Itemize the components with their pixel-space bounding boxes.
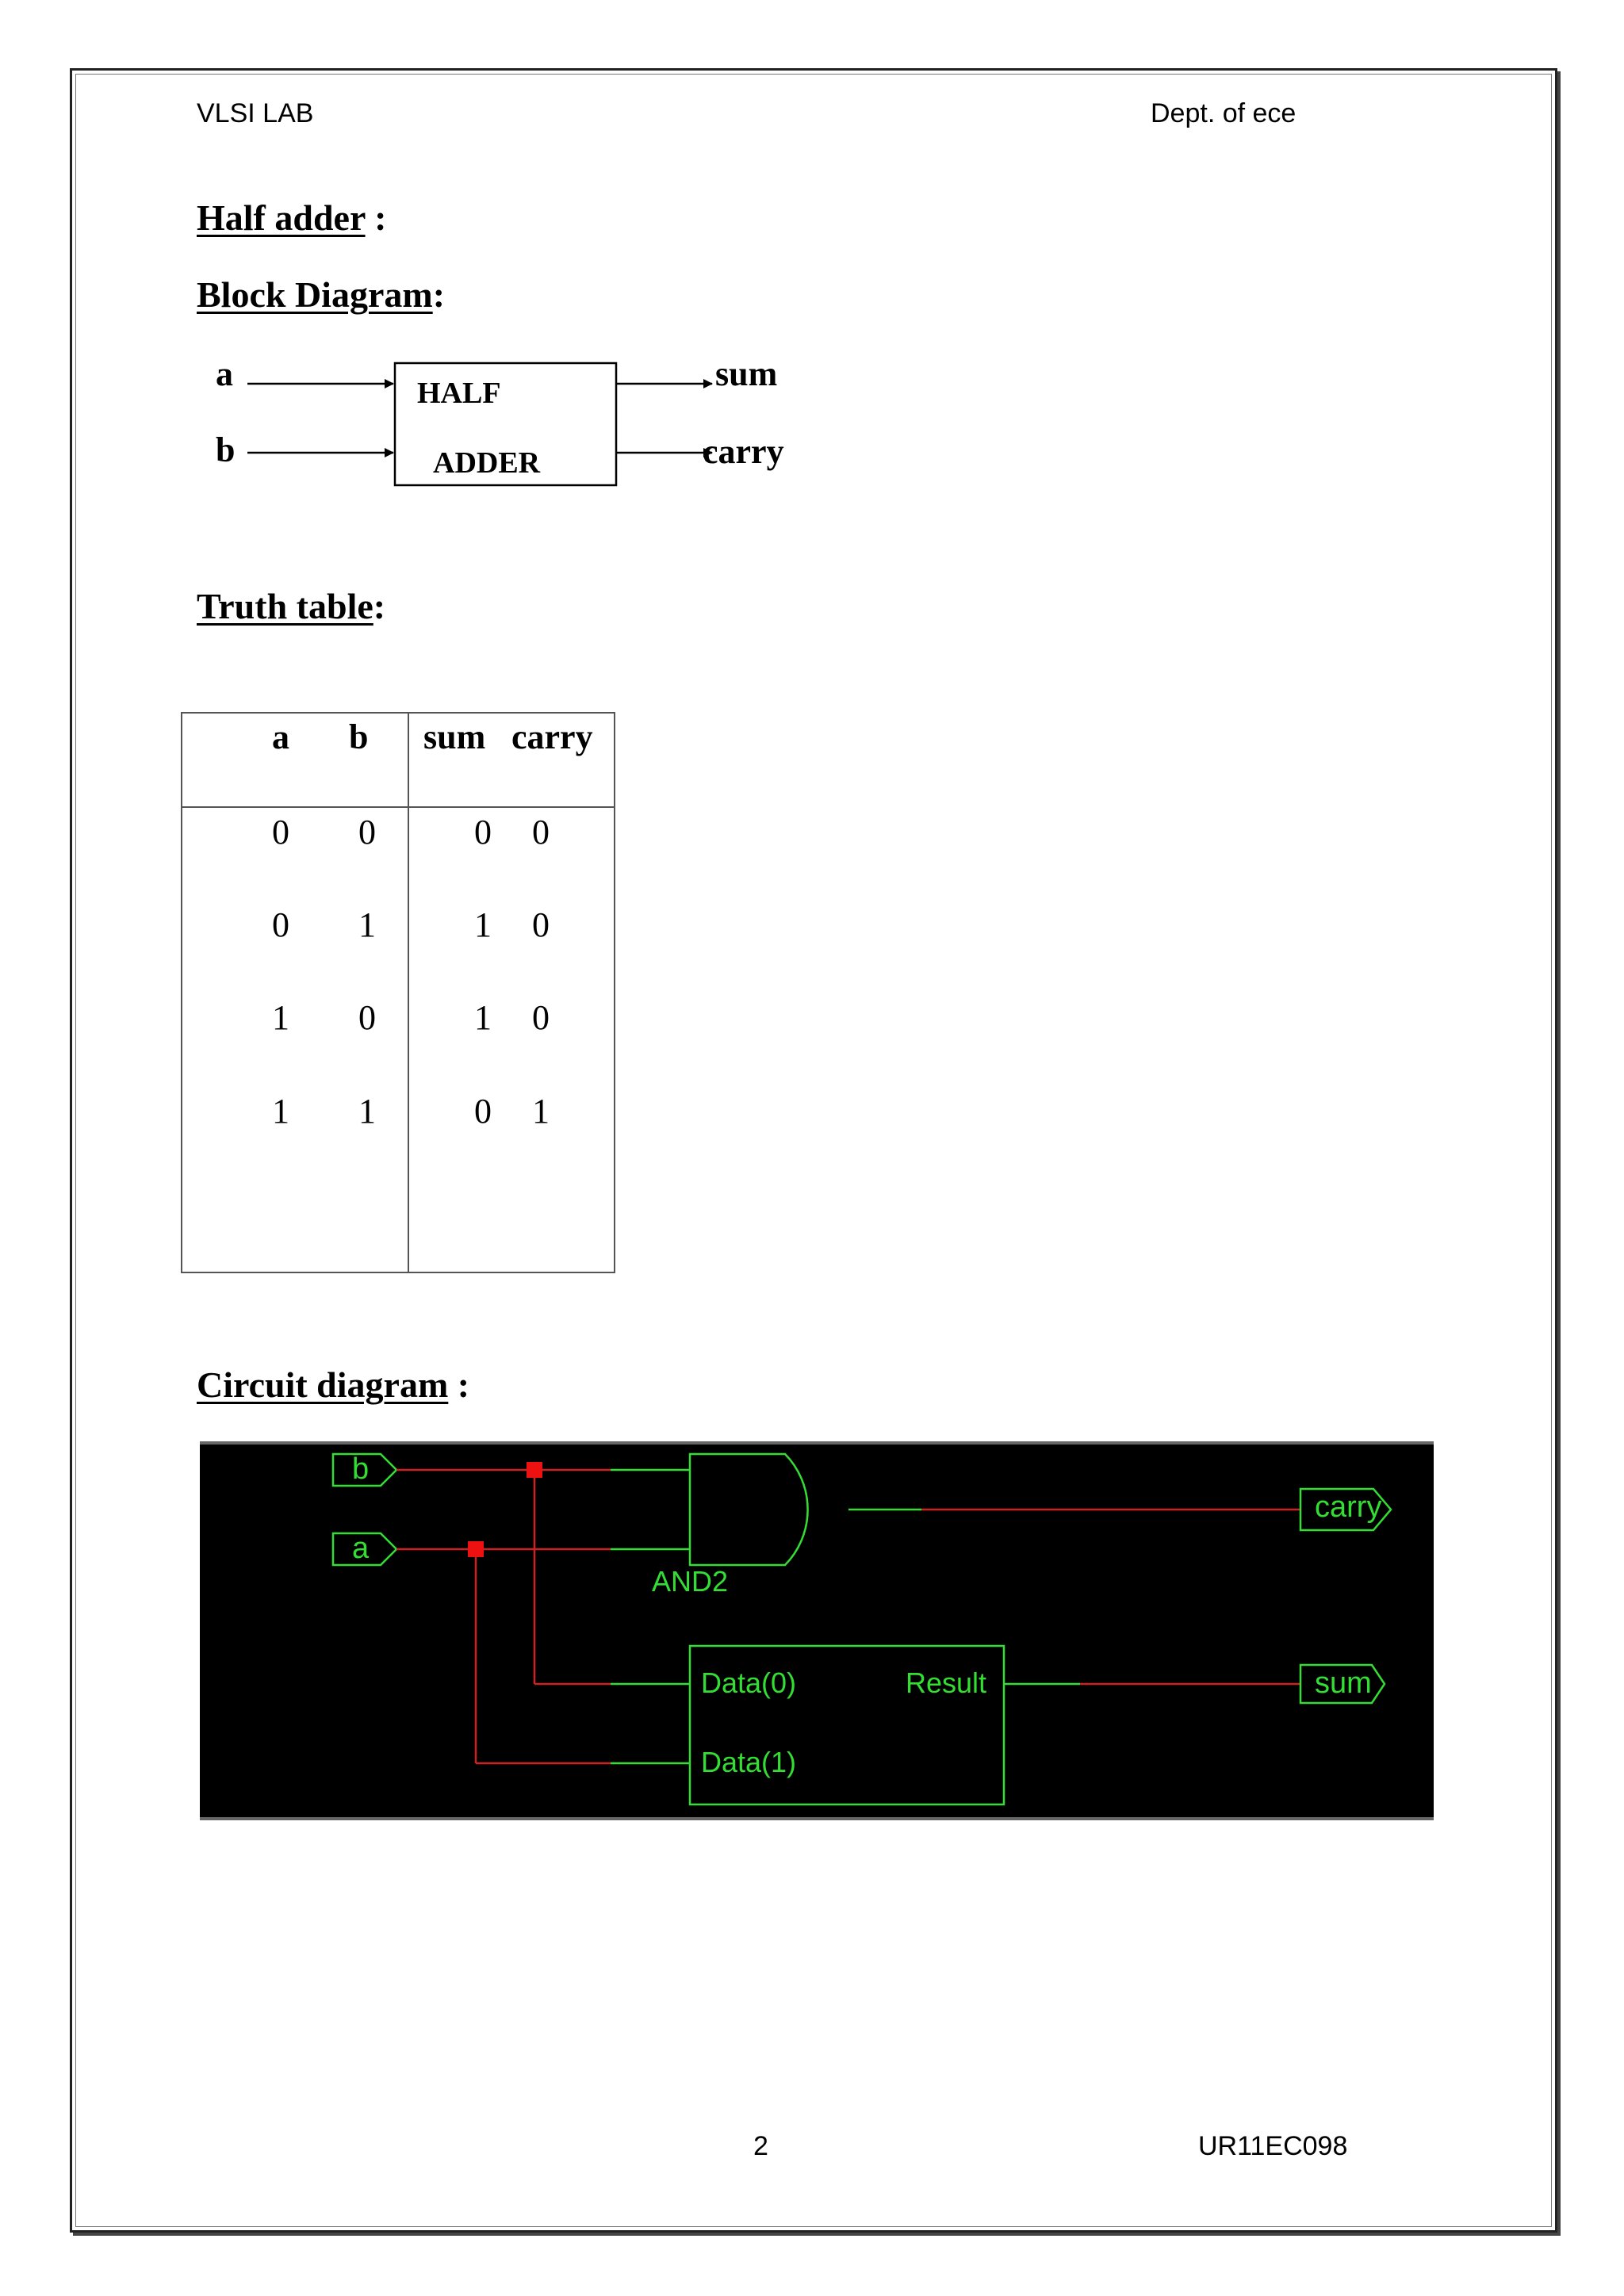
truth-cell: 1 [474, 998, 492, 1037]
truth-cell: 0 [272, 813, 289, 851]
circuit-data0-label: Data(0) [701, 1667, 797, 1699]
truth-cell: 1 [358, 1092, 376, 1131]
truth-cell: 1 [358, 905, 376, 944]
truth-table [181, 712, 615, 1273]
block-input-b: b [216, 430, 236, 469]
truth-header-carry: carry [511, 718, 593, 756]
heading-truth-table [197, 585, 385, 627]
block-box-line2: ADDER [433, 446, 541, 480]
heading-block-diagram-title: Block Diagram [197, 274, 433, 315]
truth-header-sum: sum [423, 718, 486, 756]
truth-cell: 1 [532, 1092, 550, 1131]
truth-cell: 0 [474, 1092, 492, 1131]
heading-truth-table-suffix: : [373, 586, 386, 626]
block-input-a: a [216, 354, 233, 393]
heading-circuit-diagram-suffix: : [448, 1364, 470, 1405]
circuit-sum-label: sum [1315, 1667, 1372, 1700]
heading-circuit-diagram-title: Circuit diagram [197, 1364, 449, 1405]
circuit-gate-label: AND2 [652, 1565, 729, 1598]
heading-half-adder-suffix: : [365, 197, 387, 238]
heading-half-adder [197, 197, 386, 239]
footer-id: UR11EC098 [1198, 2131, 1348, 2161]
junction-a [468, 1541, 484, 1557]
and2-gate [690, 1454, 808, 1565]
truth-cell: 0 [532, 998, 550, 1037]
heading-block-diagram-suffix: : [432, 274, 446, 315]
truth-header-b: b [349, 718, 369, 756]
header-right: Dept. of ece [1151, 98, 1297, 128]
footer-page-number: 2 [753, 2131, 768, 2161]
header-left: VLSI LAB [197, 98, 314, 128]
truth-cell: 0 [272, 905, 289, 944]
truth-header-a: a [272, 718, 289, 756]
heading-block-diagram [197, 274, 445, 316]
heading-truth-table-title: Truth table [197, 586, 373, 626]
heading-half-adder-title: Half adder [197, 197, 366, 238]
block-output-carry: carry [703, 432, 784, 471]
circuit-port-b-label: b [352, 1452, 370, 1486]
truth-cell: 1 [272, 998, 289, 1037]
truth-cell: 1 [272, 1092, 289, 1131]
block-output-sum: sum [715, 354, 778, 393]
heading-circuit-diagram [197, 1364, 469, 1406]
truth-cell: 0 [358, 813, 376, 851]
truth-table-grid [181, 712, 615, 1273]
junction-b [527, 1462, 542, 1478]
circuit-graphic [200, 1445, 1434, 1823]
truth-cell: 0 [532, 813, 550, 851]
truth-cell: 0 [358, 998, 376, 1037]
circuit-result-label: Result [906, 1667, 987, 1699]
circuit-port-a-label: a [352, 1532, 370, 1565]
circuit-data1-label: Data(1) [701, 1746, 797, 1778]
circuit-schematic [200, 1441, 1434, 1820]
circuit-carry-label: carry [1315, 1490, 1382, 1524]
truth-cell: 0 [532, 905, 550, 944]
truth-cell: 1 [474, 905, 492, 944]
truth-cell: 0 [474, 813, 492, 851]
block-box-line1: HALF [417, 377, 501, 410]
